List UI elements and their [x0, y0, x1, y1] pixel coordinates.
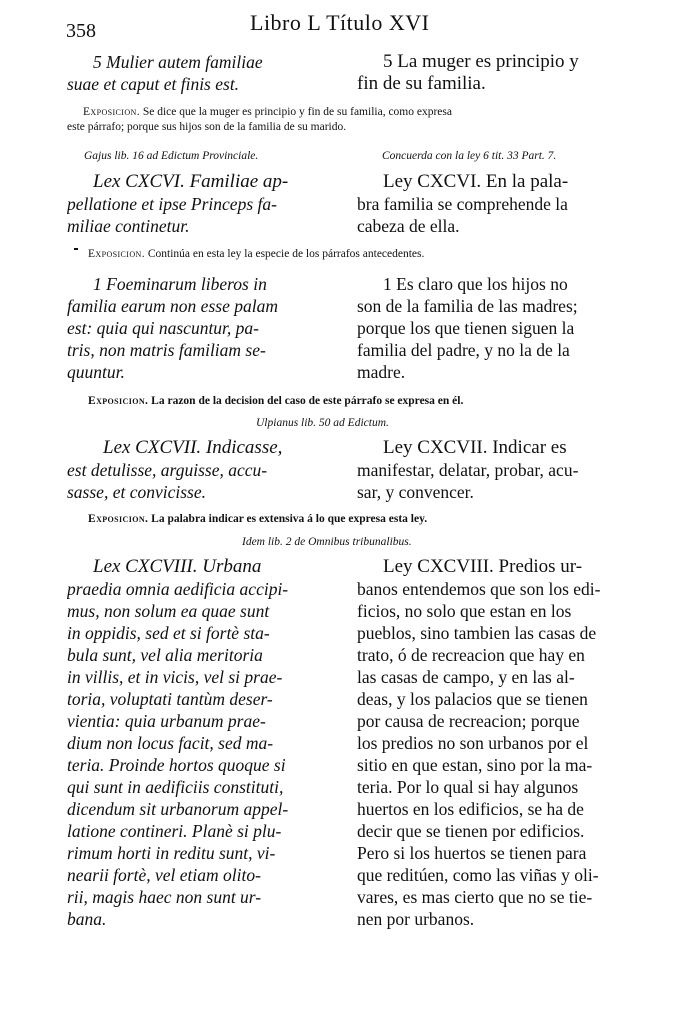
exposicion-1 — [83, 105, 452, 120]
source-gajus: Gajus lib. 16 ad Edictum Provinciale. — [84, 150, 259, 162]
text-line: madre. — [357, 362, 406, 382]
text-line: deas, y los palacios que se tienen — [357, 689, 588, 709]
text-line: in villis, et in vicis, vel si prae- — [67, 667, 283, 687]
text-line: Pero si los huertos se tienen para — [357, 843, 587, 863]
text-line: suae et caput et finis est. — [67, 74, 240, 94]
text-line: est: quia qui nascuntur, pa- — [67, 318, 260, 338]
text-line: ficios, no solo que estan en los — [357, 601, 572, 621]
text-line: que reditúen, como las viñas y oli- — [357, 865, 599, 885]
text-line: Ley CXCVI. En la pala- — [383, 171, 569, 192]
text-line: mus, non solum ea quae sunt — [67, 601, 270, 621]
exposicion-label: Exposicion. — [88, 395, 149, 407]
exposicion-text: La palabra indicar es extensiva á lo que expresa esta ley. — [151, 513, 428, 525]
text-line: los predios no son urbanos por el — [357, 733, 589, 753]
text-line: fin de su familia. — [357, 73, 486, 94]
text-line: 5 Mulier autem familiae — [93, 52, 263, 72]
text-line: son de la familia de las madres; — [357, 296, 578, 316]
text-line: est detulisse, arguisse, accu- — [67, 460, 268, 480]
text-line: las casas de campo, y en las al- — [357, 667, 575, 687]
running-head: Libro L Título XVI — [250, 10, 430, 35]
lex-cxcviii-latin — [67, 556, 342, 930]
exposicion-label: Exposicion. — [83, 106, 140, 118]
exposicion-4 — [88, 512, 427, 527]
text-line: miliae continetur. — [67, 216, 190, 236]
text-line: tris, non matris familiam se- — [67, 340, 266, 360]
dash-mark — [74, 248, 78, 250]
text-line: dium non locus facit, sed ma- — [67, 733, 274, 753]
section-5-spanish — [357, 51, 624, 95]
text-line: sitio en que estan, sino por la ma- — [357, 755, 593, 775]
source-idem: Idem lib. 2 de Omnibus tribunalibus. — [242, 536, 412, 548]
text-line: bra familia se comprehende la — [357, 194, 568, 214]
exposicion-text: este párrafo; porque sus hijos son de la familia de su marido. — [67, 121, 347, 133]
text-line: toria, voluptati tantùm deser- — [67, 689, 273, 709]
text-line: por causa de recreacion; porque — [357, 711, 580, 731]
text-line: vientia: quia urbanum prae- — [67, 711, 266, 731]
exposicion-1-cont — [67, 120, 346, 135]
exposicion-text: La razon de la decision del caso de este párrafo se expresa en él. — [151, 395, 464, 407]
exposicion-label: Exposicion. — [88, 513, 149, 525]
text-line: bula sunt, vel alia meritoria — [67, 645, 263, 665]
text-line: Lex CXCVI. Familiae ap- — [93, 171, 289, 192]
text-line: sasse, et convicisse. — [67, 482, 206, 502]
text-line: rimum horti in reditu sunt, vi- — [67, 843, 276, 863]
exposicion-text: Se dice que la muger es principio y fin de su familia, como expresa — [142, 106, 452, 118]
lex-cxcvi-spanish — [357, 171, 624, 237]
text-line: pueblos, sino tambien las casas de — [357, 623, 597, 643]
section-1-spanish — [357, 273, 624, 383]
exposicion-2 — [88, 247, 424, 262]
text-line: qui sunt in aedificiis constituti, — [67, 777, 284, 797]
text-line: pellatione et ipse Princeps fa- — [67, 194, 277, 214]
text-line: teria. Proinde hortos quoque si — [67, 755, 286, 775]
text-line: Ley CXCVIII. Predios ur- — [383, 556, 583, 577]
text-line: Ley CXCVII. Indicar es — [383, 437, 567, 458]
section-1-latin — [67, 273, 342, 383]
exposicion-3 — [88, 394, 463, 409]
text-line: teria. Por lo qual si hay algunos — [357, 777, 579, 797]
exposicion-label: Exposicion. — [88, 248, 145, 260]
text-line: dicendum sit urbanorum appel- — [67, 799, 289, 819]
text-line: Lex CXCVIII. Urbana — [93, 556, 262, 577]
text-line: 5 La muger es principio y — [383, 51, 579, 72]
text-line: quuntur. — [67, 362, 125, 382]
source-ulpianus: Ulpianus lib. 50 ad Edictum. — [256, 417, 389, 429]
lex-cxcvii-spanish — [357, 437, 624, 503]
text-line: huertos en los edificios, se ha de — [357, 799, 584, 819]
lex-cxcvi-latin — [67, 171, 342, 237]
text-line: latione contineri. Planè si plu- — [67, 821, 282, 841]
text-line: trato, ó de recreacion que hay en — [357, 645, 585, 665]
text-line: familia del padre, y no la de la — [357, 340, 570, 360]
text-line: decir que se tienen por edificios. — [357, 821, 585, 841]
text-line: nearii fortè, vel etiam olito- — [67, 865, 261, 885]
text-line: cabeza de ella. — [357, 216, 460, 236]
source-concuerda: Concuerda con la ley 6 tit. 33 Part. 7. — [382, 150, 557, 162]
exposicion-text: Continúa en esta ley la especie de los párrafos antecedentes. — [147, 248, 425, 260]
text-line: praedia omnia aedificia accipi- — [67, 579, 289, 599]
lex-cxcvii-latin — [67, 437, 342, 503]
text-line: 1 Es claro que los hijos no — [383, 274, 568, 294]
section-5-latin — [67, 51, 342, 95]
text-line: nen por urbanos. — [357, 909, 475, 929]
text-line: porque los que tienen siguen la — [357, 318, 575, 338]
text-line: manifestar, delatar, probar, acu- — [357, 460, 579, 480]
text-line: rii, magis haec non sunt ur- — [67, 887, 262, 907]
text-line: in oppidis, sed et si fortè sta- — [67, 623, 270, 643]
text-line: familia earum non esse palam — [67, 296, 278, 316]
page-number: 358 — [66, 20, 96, 42]
text-line: vares, es mas cierto que no se tie- — [357, 887, 593, 907]
text-line: bana. — [67, 909, 107, 929]
text-line: banos entendemos que son los edi- — [357, 579, 601, 599]
lex-cxcviii-spanish — [357, 556, 624, 930]
text-line: 1 Foeminarum liberos in — [93, 274, 267, 294]
text-line: sar, y convencer. — [357, 482, 474, 502]
text-line: Lex CXCVII. Indicasse, — [103, 437, 283, 458]
